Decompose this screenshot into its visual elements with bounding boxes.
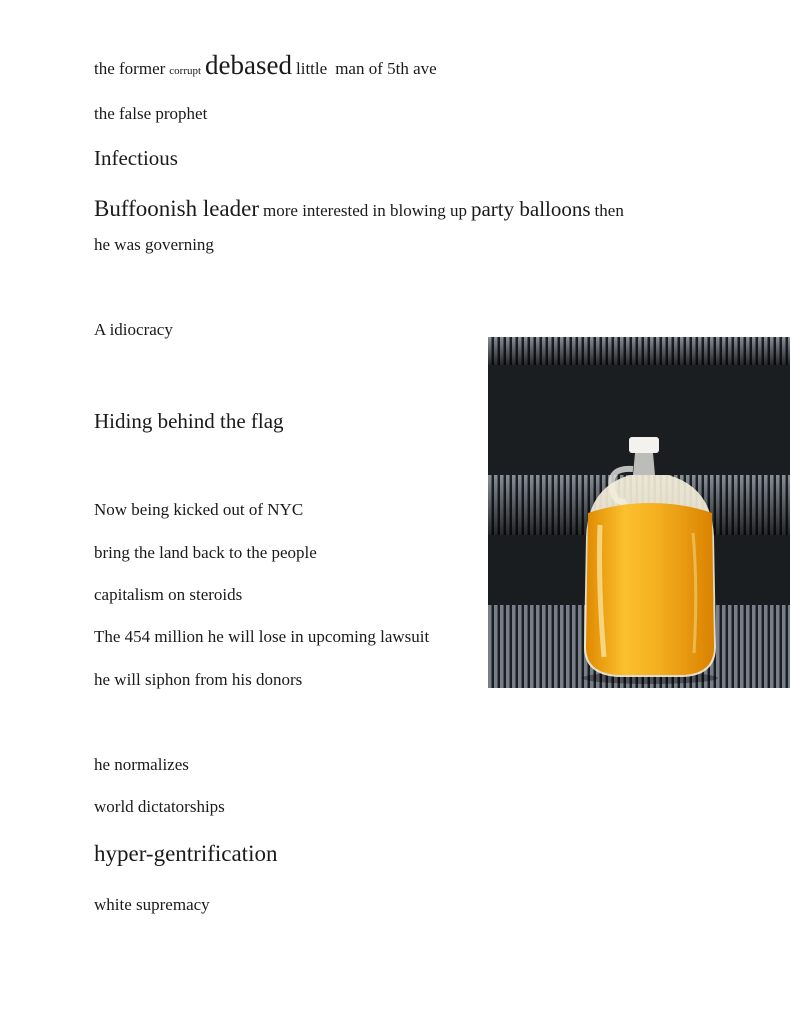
poem-line-12: he will siphon from his donors <box>94 670 303 689</box>
line4-party-balloons: party balloons <box>470 197 591 221</box>
line1-man: man of 5th ave <box>335 59 437 78</box>
poem-line-15: hyper-gentrification <box>94 841 278 866</box>
line1-little: little <box>296 59 328 78</box>
poem-line-4 <box>94 196 624 222</box>
line1-corrupt: corrupt <box>169 65 202 77</box>
poem-line-3: Infectious <box>94 146 178 170</box>
jug-cap <box>629 437 659 453</box>
line4-then: then <box>594 201 624 220</box>
escalator-step-1 <box>488 337 790 365</box>
poem-line-8: Now being kicked out of NYC <box>94 500 304 519</box>
poem-line-1 <box>94 50 437 86</box>
line1-debased: debased <box>205 50 293 80</box>
line4-interested: more interested in blowing up <box>263 201 467 220</box>
poem-line-5: he was governing <box>94 235 214 254</box>
poem-line-6: A idiocracy <box>94 320 173 339</box>
line4-buffoonish: Buffoonish leader <box>94 196 260 221</box>
poem-line-16: white supremacy <box>94 895 210 914</box>
poem-line-9: bring the land back to the people <box>94 543 317 562</box>
poem-line-10: capitalism on steroids <box>94 585 243 604</box>
poem-line-7: Hiding behind the flag <box>94 409 284 433</box>
poem-line-14: world dictatorships <box>94 797 225 816</box>
line1-former: the former <box>94 59 166 78</box>
poem-line-2: the false prophet <box>94 104 208 123</box>
poem-line-13: he normalizes <box>94 755 189 774</box>
jug-photo <box>488 337 790 688</box>
poem-line-11: The 454 million he will lose in upcoming lawsuit <box>94 627 430 646</box>
